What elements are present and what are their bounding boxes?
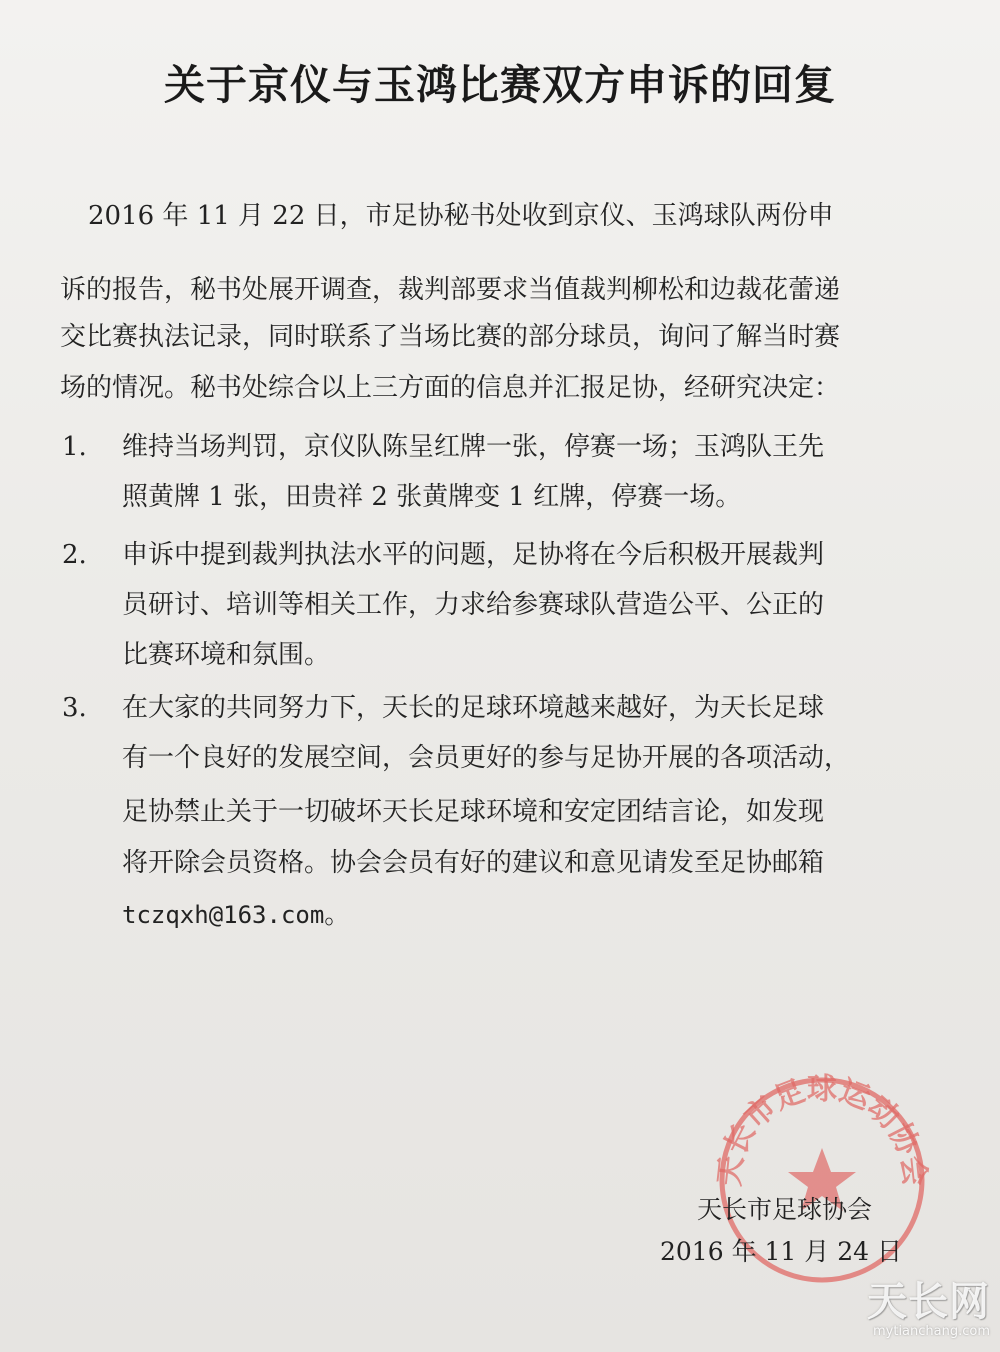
watermark-url: mytianchang.com <box>872 1324 990 1339</box>
item-3-email-line <box>122 900 350 930</box>
intro-line-3: 交比赛执法记录，同时联系了当场比赛的部分球员，询问了解当时赛 <box>60 322 841 352</box>
site-watermark <box>840 1280 990 1346</box>
seal-text: 天长市足球运动协会 <box>712 1071 932 1188</box>
intro-line-1: 2016 年 11 月 22 日，市足协秘书处收到京仪、玉鸿球队两份申 <box>88 201 834 231</box>
item-3-line-2: 有一个良好的发展空间，会员更好的参与足协开展的各项活动， <box>122 743 851 773</box>
email-suffix: 。 <box>324 900 351 930</box>
watermark-logo: 天长网 <box>867 1279 990 1325</box>
item-3-line-4: 将开除会员资格。协会会员有好的建议和意见请发至足协邮箱 <box>122 848 825 878</box>
document-title: 关于京仪与玉鸿比赛双方申诉的回复 <box>164 61 836 109</box>
signature-date: 2016 年 11 月 24 日 <box>660 1237 902 1266</box>
contact-email: tczqxh@163.com <box>122 901 325 929</box>
intro-line-2: 诉的报告，秘书处展开调查，裁判部要求当值裁判柳松和边裁花蕾递 <box>60 275 841 305</box>
item-2-number: 2. <box>62 540 87 570</box>
item-2-line-2: 员研讨、培训等相关工作，力求给参赛球队营造公平、公正的 <box>122 590 825 620</box>
signature-organization: 天长市足球协会 <box>697 1195 873 1224</box>
item-3-line-1: 在大家的共同努力下，天长的足球环境越来越好，为天长足球 <box>122 693 825 723</box>
item-1-line-1: 维持当场判罚，京仪队陈呈红牌一张，停赛一场；玉鸿队王先 <box>122 432 825 462</box>
item-1-line-2: 照黄牌 1 张，田贵祥 2 张黄牌变 1 红牌，停赛一场。 <box>122 482 742 512</box>
item-2-line-1: 申诉中提到裁判执法水平的问题，足协将在今后积极开展裁判 <box>122 540 825 570</box>
item-2-line-3: 比赛环境和氛围。 <box>122 640 331 670</box>
intro-line-4: 场的情况。秘书处综合以上三方面的信息并汇报足协，经研究决定： <box>60 373 841 403</box>
item-3-number: 3. <box>62 693 87 723</box>
item-3-line-3: 足协禁止关于一切破坏天长足球环境和安定团结言论，如发现 <box>122 797 825 827</box>
item-1-number: 1. <box>62 432 87 462</box>
